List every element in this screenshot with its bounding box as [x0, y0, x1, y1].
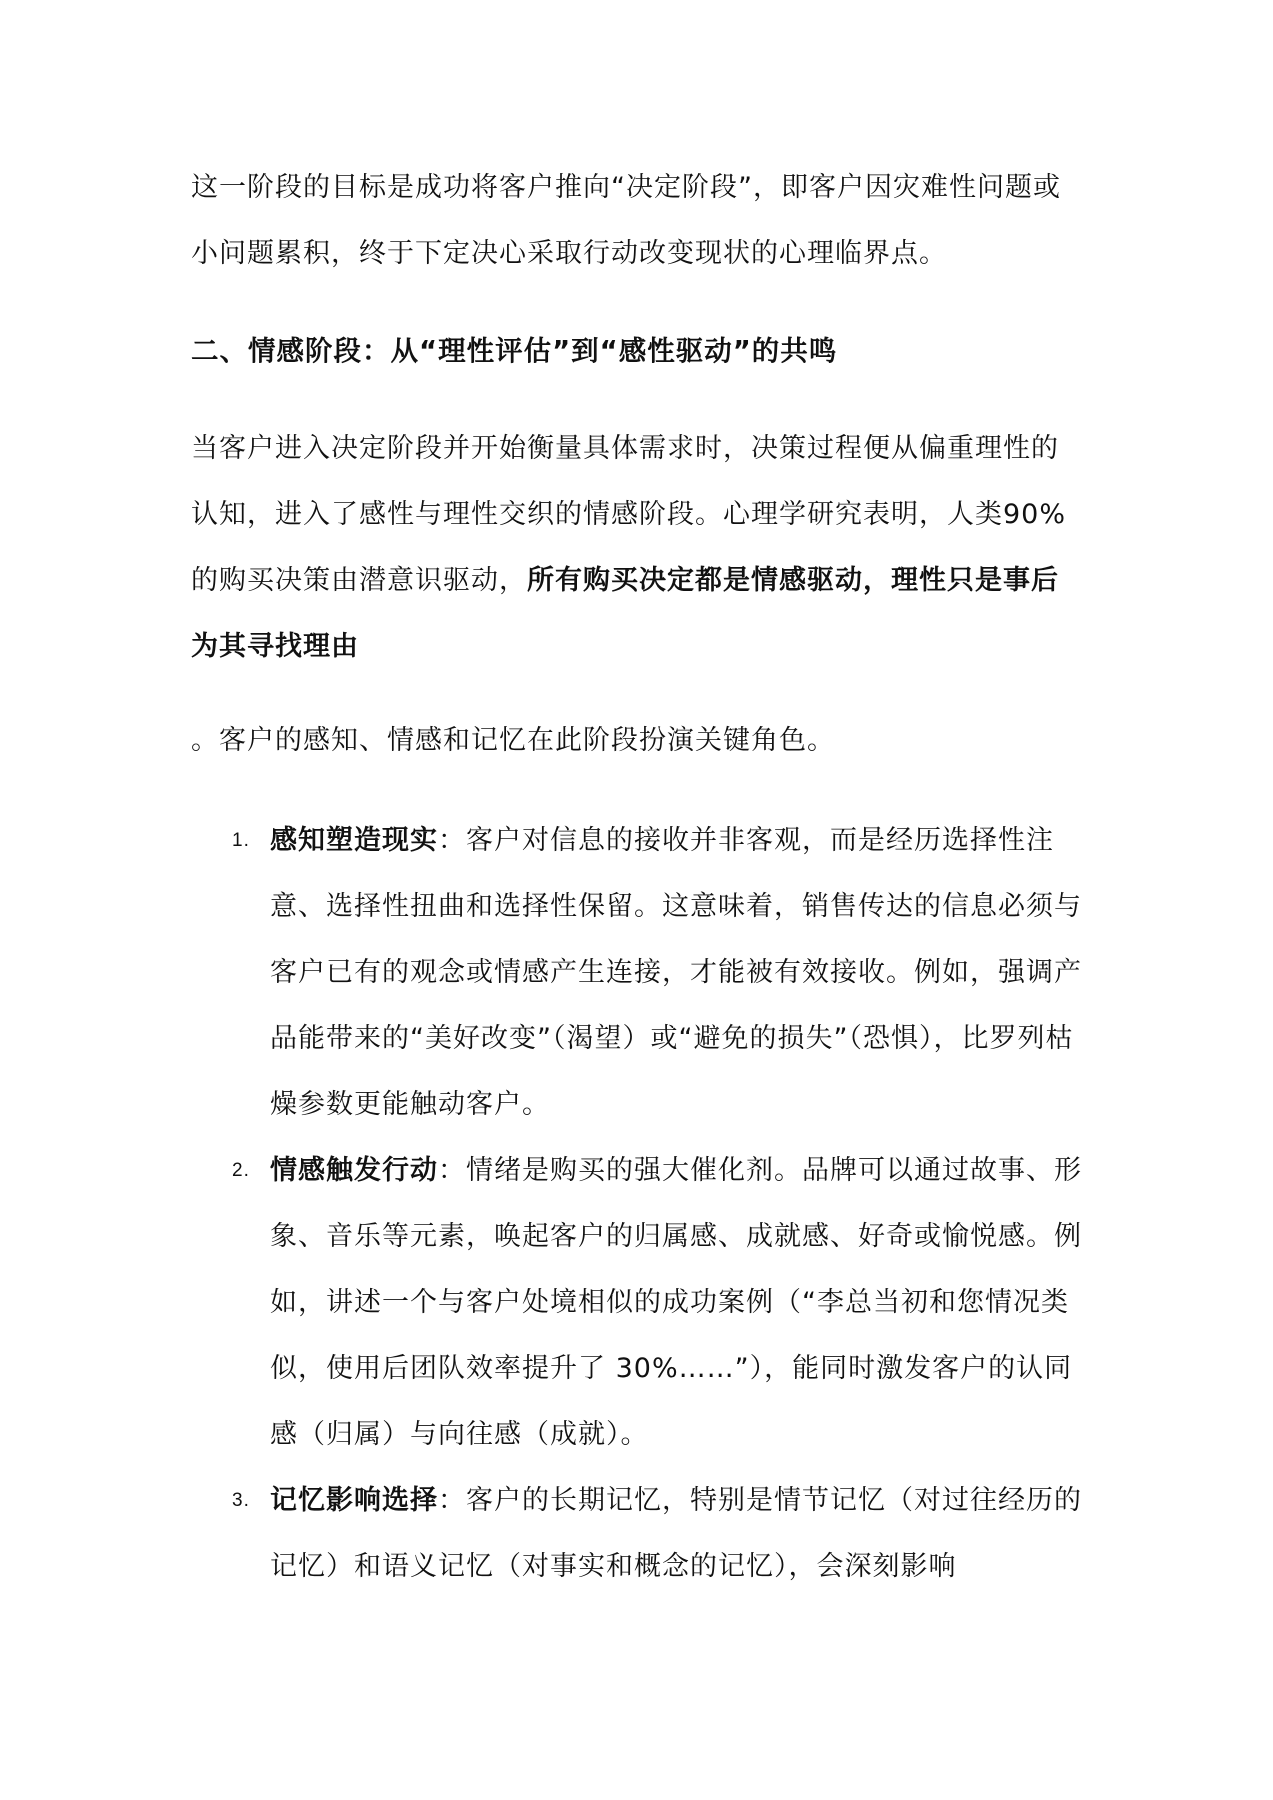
list-number: 1.: [232, 830, 250, 851]
list-item: [191, 1138, 1083, 1468]
body-paragraph: [191, 416, 1083, 680]
list-body: ：客户的长期记忆，特别是情节记忆（对过往经历的记忆）和语义记忆（对事实和概念的记忆），会深刻影响: [270, 1485, 1082, 1582]
body-paragraph-continued: 。客户的感知、情感和记忆在此阶段扮演关键角色。: [191, 725, 835, 756]
intro-paragraph: 这一阶段的目标是成功将客户推向“决定阶段”，即客户因灾难性问题或小问题累积，终于下定决心采取行动改变现状的心理临界点。: [191, 172, 1061, 269]
numbered-list: [191, 808, 1083, 1600]
list-term: 情感触发行动: [270, 1155, 438, 1186]
list-number: 3.: [232, 1490, 250, 1511]
list-number: 2.: [232, 1160, 250, 1181]
emphasis-text: 所有购买决定都是情感驱动，理性只是事后为其寻找理由: [191, 565, 1059, 662]
list-item: [191, 1468, 1083, 1600]
section-heading: 二、情感阶段：从“理性评估”到“感性驱动”的共鸣: [191, 335, 838, 367]
list-body: ：客户对信息的接收并非客观，而是经历选择性注意、选择性扭曲和选择性保留。这意味着，销售传达的信息必须与客户已有的观念或情感产生连接，才能被有效接收。例如，强调产品能带来的“美好改变”（渴望）或“避免的损失”（恐惧），比罗列枯燥参数更能触动客户。: [270, 825, 1082, 1120]
list-term: 记忆影响选择: [270, 1485, 438, 1516]
paragraph-text: 当客户进入决定阶段并开始衡量具体需求时，决策过程便从偏重理性的认知，进入了感性与理性交织的情感阶段。心理学研究表明，人类90%的购买决策由潜意识驱动，: [191, 433, 1067, 596]
list-body: ：情绪是购买的强大催化剂。品牌可以通过故事、形象、音乐等元素，唤起客户的归属感、成就感、好奇或愉悦感。例如，讲述一个与客户处境相似的成功案例（“李总当初和您情况类似，使用后团队效率提升了 30%……”），能同时激发客户的认同感（归属）与向往感（成就）。: [270, 1155, 1082, 1450]
list-item: [191, 808, 1083, 1138]
list-term: 感知塑造现实: [270, 825, 438, 856]
